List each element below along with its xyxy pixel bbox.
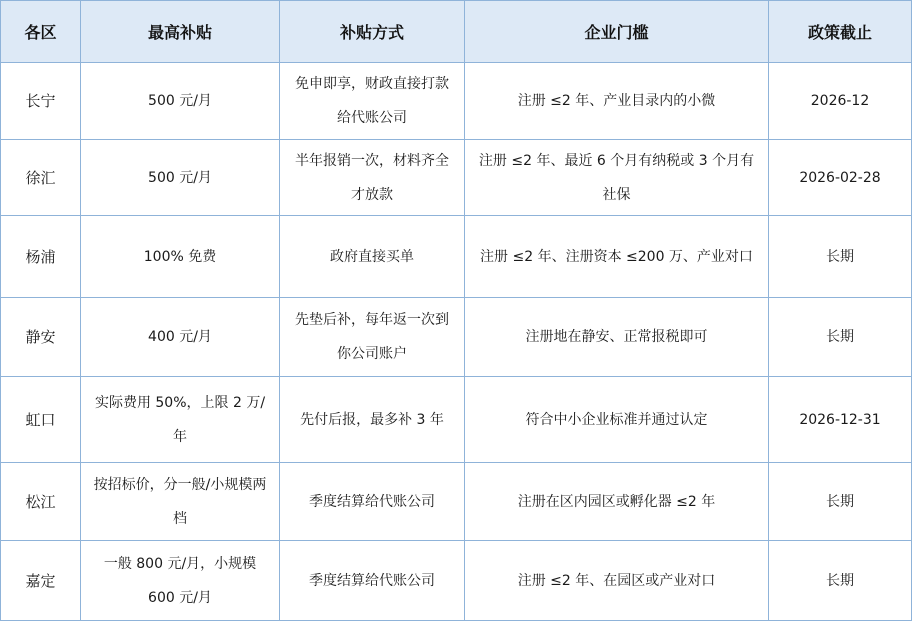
max-subsidy-cell: 100% 免费 [81, 216, 280, 298]
subsidy-method-cell: 先垫后补，每年返一次到你公司账户 [280, 298, 465, 377]
eligibility-cell: 注册 ≤2 年、在园区或产业对口 [465, 541, 769, 621]
deadline-cell: 2026-12 [769, 63, 912, 140]
table-body [1, 63, 912, 621]
district-cell: 杨浦 [1, 216, 81, 298]
deadline-cell: 长期 [769, 541, 912, 621]
max-subsidy-cell: 500 元/月 [81, 63, 280, 140]
deadline-cell: 2026-12-31 [769, 377, 912, 463]
header-district: 各区 [1, 1, 81, 63]
header-subsidy-method: 补贴方式 [280, 1, 465, 63]
district-cell: 嘉定 [1, 541, 81, 621]
district-cell: 虹口 [1, 377, 81, 463]
max-subsidy-cell: 500 元/月 [81, 140, 280, 216]
table-row [1, 463, 912, 541]
header-deadline: 政策截止 [769, 1, 912, 63]
district-cell: 徐汇 [1, 140, 81, 216]
eligibility-cell: 注册在区内园区或孵化器 ≤2 年 [465, 463, 769, 541]
district-cell: 静安 [1, 298, 81, 377]
deadline-cell: 2026-02-28 [769, 140, 912, 216]
eligibility-cell: 注册 ≤2 年、产业目录内的小微 [465, 63, 769, 140]
table-header [1, 1, 912, 63]
table-row [1, 216, 912, 298]
table-row [1, 140, 912, 216]
deadline-cell: 长期 [769, 463, 912, 541]
max-subsidy-cell: 按招标价，分一般/小规模两档 [81, 463, 280, 541]
subsidy-method-cell: 季度结算给代账公司 [280, 463, 465, 541]
deadline-cell: 长期 [769, 298, 912, 377]
table-row [1, 541, 912, 621]
district-cell: 松江 [1, 463, 81, 541]
deadline-cell: 长期 [769, 216, 912, 298]
eligibility-cell: 注册 ≤2 年、注册资本 ≤200 万、产业对口 [465, 216, 769, 298]
header-row [1, 1, 912, 63]
header-eligibility: 企业门槛 [465, 1, 769, 63]
table-row [1, 377, 912, 463]
subsidy-method-cell: 季度结算给代账公司 [280, 541, 465, 621]
subsidy-method-cell: 政府直接买单 [280, 216, 465, 298]
table-row [1, 63, 912, 140]
max-subsidy-cell: 一般 800 元/月，小规模 600 元/月 [81, 541, 280, 621]
max-subsidy-cell: 实际费用 50%，上限 2 万/年 [81, 377, 280, 463]
eligibility-cell: 符合中小企业标准并通过认定 [465, 377, 769, 463]
subsidy-method-cell: 先付后报，最多补 3 年 [280, 377, 465, 463]
max-subsidy-cell: 400 元/月 [81, 298, 280, 377]
eligibility-cell: 注册地在静安、正常报税即可 [465, 298, 769, 377]
header-max-subsidy: 最高补贴 [81, 1, 280, 63]
district-cell: 长宁 [1, 63, 81, 140]
subsidy-method-cell: 半年报销一次，材料齐全才放款 [280, 140, 465, 216]
eligibility-cell: 注册 ≤2 年、最近 6 个月有纳税或 3 个月有社保 [465, 140, 769, 216]
subsidy-method-cell: 免申即享，财政直接打款给代账公司 [280, 63, 465, 140]
table-row [1, 298, 912, 377]
